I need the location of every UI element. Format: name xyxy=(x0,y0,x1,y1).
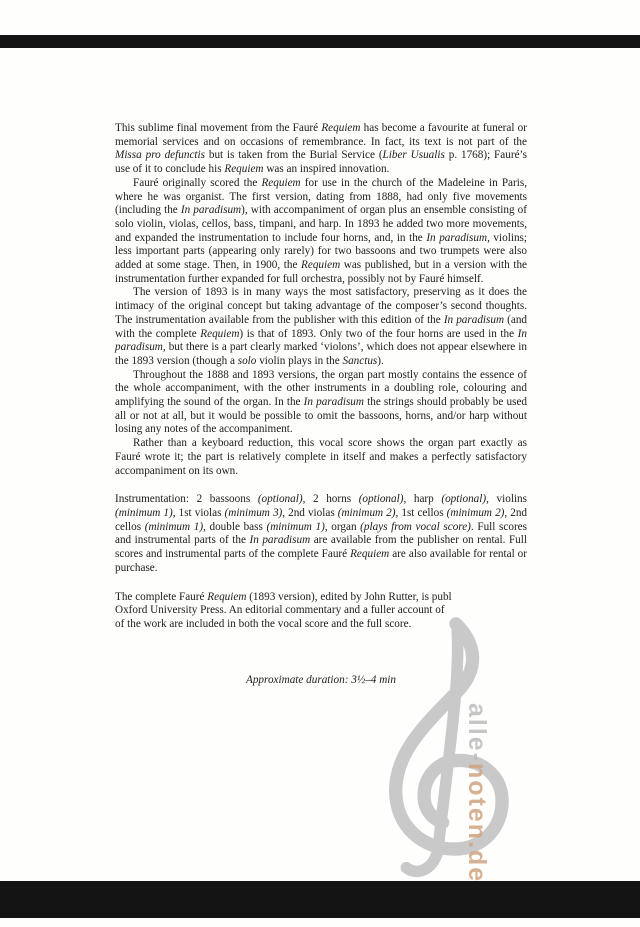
paragraph-publisher xyxy=(115,591,527,632)
paragraph-history xyxy=(115,177,527,287)
text-segment: , 1st violas xyxy=(172,506,225,519)
watermark-text-orange: noten.de xyxy=(463,763,491,884)
paragraph-instrumentation xyxy=(115,493,527,575)
text-segment: (and with the complete xyxy=(115,313,528,340)
scan-border-bottom xyxy=(0,881,640,918)
paragraph-intro xyxy=(115,122,527,177)
text-segment: Oxford University Press. An editorial commentary and a fuller account of xyxy=(115,604,445,617)
text-segment: Requiem xyxy=(321,122,361,134)
text-segment: In paradisum xyxy=(180,204,242,217)
text-segment: are also available for rental or purchase. xyxy=(115,548,527,574)
paragraph-1893-version xyxy=(115,286,527,368)
text-segment: , 2 horns xyxy=(302,493,359,506)
text-segment: of the work are included in both the vocal score and the full score. xyxy=(115,617,412,630)
text-segment: Fauré originally scored the xyxy=(133,176,262,189)
text-segment: has become a favourite at funeral or memorial services and on occasions of remembrance. In fact, its text is not part of the xyxy=(115,122,527,148)
text-segment: ), with accompaniment of organ plus an ensemble consisting of solo violin, violas, cellos, bass, timpani, and harp. In 1893 he added two more movements, and expanded the instrumentation to include four horns, and, in the xyxy=(115,204,527,244)
text-segment: Requiem xyxy=(224,163,264,176)
text-segment: are available from the publisher on rental. Full scores and instrumental parts of the complete Fauré xyxy=(115,534,527,561)
text-segment: In paradisum xyxy=(303,396,364,409)
text-segment: , violins; less important parts (appearing only rarely) for two bassoons and two trumpets were also added at some stage. Then, in 1900, the xyxy=(115,231,528,272)
text-segment: This sublime final movement from the Fauré xyxy=(115,122,322,134)
preface-text-block xyxy=(115,122,527,687)
text-segment: (optional) xyxy=(358,493,404,506)
paragraph-vocal-score xyxy=(115,437,527,478)
text-segment: In paradisum xyxy=(249,534,311,547)
text-line xyxy=(115,604,527,618)
text-segment: , double bass xyxy=(203,520,267,533)
text-segment: Approximate duration: 3½–4 min xyxy=(246,673,396,686)
text-segment: Requiem xyxy=(301,259,341,272)
text-segment: Sanctus xyxy=(342,354,378,367)
text-segment: (1893 version), edited by John Rutter, is publ xyxy=(246,590,452,603)
text-segment: (minimum 1) xyxy=(144,520,204,533)
text-segment: (plays from vocal score) xyxy=(360,520,471,533)
text-segment: The complete Fauré xyxy=(115,590,208,603)
watermark-text-gray: alle- xyxy=(463,703,491,764)
duration-note xyxy=(115,674,527,688)
text-segment: , violins xyxy=(486,493,527,506)
text-segment: (optional) xyxy=(441,493,487,506)
text-segment: Instrumentation: 2 bassoons xyxy=(115,493,258,506)
text-segment: ). xyxy=(377,354,384,367)
text-segment: , but there is a part clearly marked ‘violons’, which does not appear elsewhere in the 1893 version (though a xyxy=(115,341,527,367)
text-line xyxy=(115,618,527,632)
text-segment: In paradisum xyxy=(115,327,527,354)
text-segment: , harp xyxy=(403,493,442,506)
text-segment: Rather than a keyboard reduction, this vocal score shows the organ part exactly as Fauré wrote it; the part is relatively complete in itself and makes a perfectly satisfactory accompaniment on its own. xyxy=(115,437,527,477)
text-segment: p. 1768); Fauré’s use of it to conclude his xyxy=(115,149,527,176)
paragraph-organ-part xyxy=(115,369,527,438)
text-line xyxy=(115,591,527,605)
text-segment: Requiem xyxy=(207,590,247,603)
text-segment: Requiem xyxy=(200,327,240,340)
text-segment: violin plays in the xyxy=(256,354,343,367)
watermark-text xyxy=(462,703,491,883)
text-segment: (minimum 1) xyxy=(115,506,173,519)
text-segment: ) is that of 1893. Only two of the four horns are used in the xyxy=(239,327,518,340)
text-segment: . Full scores and instrumental parts of the xyxy=(115,520,527,547)
text-segment: the strings should probably be used all or not at all, but it would be possible to omit the bassoons, horns, and/or harp without losing any notes of the accompaniment. xyxy=(115,396,527,436)
text-segment: (minimum 1) xyxy=(266,520,325,533)
text-segment: but is taken from the Burial Service ( xyxy=(204,149,383,162)
text-segment: (minimum 3) xyxy=(224,506,283,519)
text-segment: solo xyxy=(237,354,257,367)
text-segment: (optional) xyxy=(257,493,303,506)
text-segment: , organ xyxy=(324,520,361,533)
text-segment: The version of 1893 is in many ways the most satisfactory, preserving as it does the intimacy of the original concept but taking advantage of the composer’s second thoughts. The instrumentation available from the publisher with this edition of the xyxy=(115,286,527,326)
scan-border-top xyxy=(0,35,640,48)
text-segment: Requiem xyxy=(350,548,390,561)
text-segment: for use in the church of the Madeleine in Paris, where he was organist. The first version, dating from 1888, had only five movements (including the xyxy=(115,176,528,217)
text-segment: Requiem xyxy=(261,176,301,189)
text-segment: Liber Usualis xyxy=(382,149,445,162)
text-segment: Missa pro defunctis xyxy=(115,149,205,162)
text-segment: was an inspired innovation. xyxy=(263,163,390,176)
text-segment: In paradisum xyxy=(426,231,488,244)
text-segment: , 2nd cellos xyxy=(115,506,528,533)
text-segment: (minimum 2) xyxy=(446,506,505,519)
text-segment: was published, but in a version with the instrumentation further expanded for full orchestra, possibly not by Fauré himself. xyxy=(115,259,528,285)
text-segment: (minimum 2) xyxy=(337,506,396,519)
text-segment: , 2nd violas xyxy=(282,506,338,519)
text-segment: Throughout the 1888 and 1893 versions, the organ part mostly contains the essence of the whole accompaniment, with the other instruments in a doubling role, colouring and amplifying the sound of the organ. In the xyxy=(115,368,527,409)
text-segment: , 1st cellos xyxy=(395,506,447,519)
text-segment: In paradisum xyxy=(443,313,505,326)
